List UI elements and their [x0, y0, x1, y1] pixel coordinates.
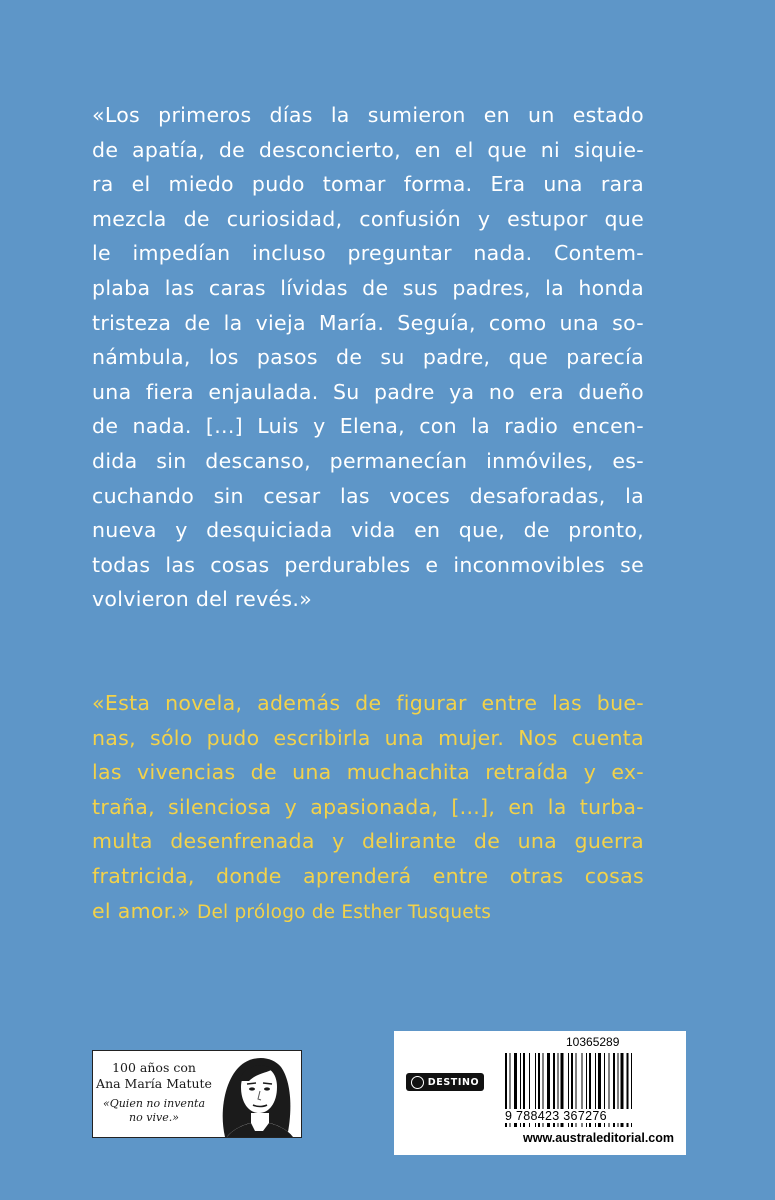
- anniversary-title-line1: 100 años con: [112, 1060, 196, 1075]
- excerpt-line: nueva y desquiciada vida en que, de pronto,: [92, 518, 644, 543]
- excerpt-line: volvieron del revés.»: [92, 587, 313, 612]
- excerpt-line: «Los primeros días la sumieron en un estado: [92, 103, 644, 127]
- review-quote: [92, 686, 644, 930]
- excerpt-line: dida sin descanso, permanecían inmóviles, es-: [92, 448, 644, 473]
- review-last-line: [92, 894, 644, 931]
- review-line-end: el amor.»: [92, 898, 191, 923]
- product-code: 10365289: [566, 1035, 620, 1049]
- author-portrait-icon: [211, 1051, 299, 1137]
- review-line: «Esta novela, además de figurar entre las bue-: [92, 691, 644, 715]
- website-url: www.australeditorial.com: [523, 1131, 674, 1145]
- excerpt-line: mezcla de curiosidad, confusión y estupor que: [92, 206, 644, 231]
- excerpt-line: námbula, los pasos de su padre, que parecía: [92, 345, 644, 370]
- barcode-box: [394, 1031, 686, 1155]
- destino-mark-icon: [411, 1076, 424, 1089]
- excerpt-line: todas las cosas perdurables e inconmovibles se: [92, 552, 644, 577]
- excerpt-line: ra el miedo pudo tomar forma. Era una rara: [92, 172, 644, 197]
- review-line: traña, silenciosa y apasionada, [...], en la turba-: [92, 794, 644, 819]
- review-line: las vivencias de una muchachita retraída y ex-: [92, 760, 644, 785]
- anniversary-box: [92, 1050, 302, 1138]
- review-attribution: Del prólogo de Esther Tusquets: [197, 901, 492, 923]
- publisher-name: DESTINO: [427, 1076, 480, 1088]
- excerpt-line: cuchando sin cesar las voces desaforadas, la: [92, 483, 644, 508]
- anniversary-quote: [93, 1097, 215, 1125]
- excerpt-line: le impedían incluso preguntar nada. Contem-: [92, 241, 644, 266]
- excerpt-line: de apatía, de desconcierto, en el que ni siquie-: [92, 137, 644, 162]
- excerpt-line: una fiera enjaulada. Su padre ya no era dueño: [92, 379, 644, 404]
- anniversary-title-line2: Ana María Matute: [96, 1076, 212, 1091]
- excerpt-line: plaba las caras lívidas de sus padres, la honda: [92, 275, 644, 300]
- excerpt-line: tristeza de la vieja María. Seguía, como una so-: [92, 310, 644, 335]
- anniversary-quote-line2: no vive.»: [129, 1111, 179, 1124]
- publisher-logo: [406, 1073, 484, 1091]
- anniversary-title: [93, 1060, 215, 1092]
- review-line: nas, sólo pudo escribirla una mujer. Nos cuenta: [92, 725, 644, 750]
- review-line: fratricida, donde aprenderá entre otras cosas: [92, 863, 644, 888]
- isbn-number: 9 788423 367276: [505, 1109, 677, 1123]
- excerpt-line: de nada. [...] Luis y Elena, con la radio encen-: [92, 414, 644, 439]
- back-cover-excerpt: [92, 98, 644, 617]
- review-line: multa desenfrenada y delirante de una guerra: [92, 829, 644, 854]
- anniversary-quote-line1: «Quien no inventa: [102, 1097, 206, 1110]
